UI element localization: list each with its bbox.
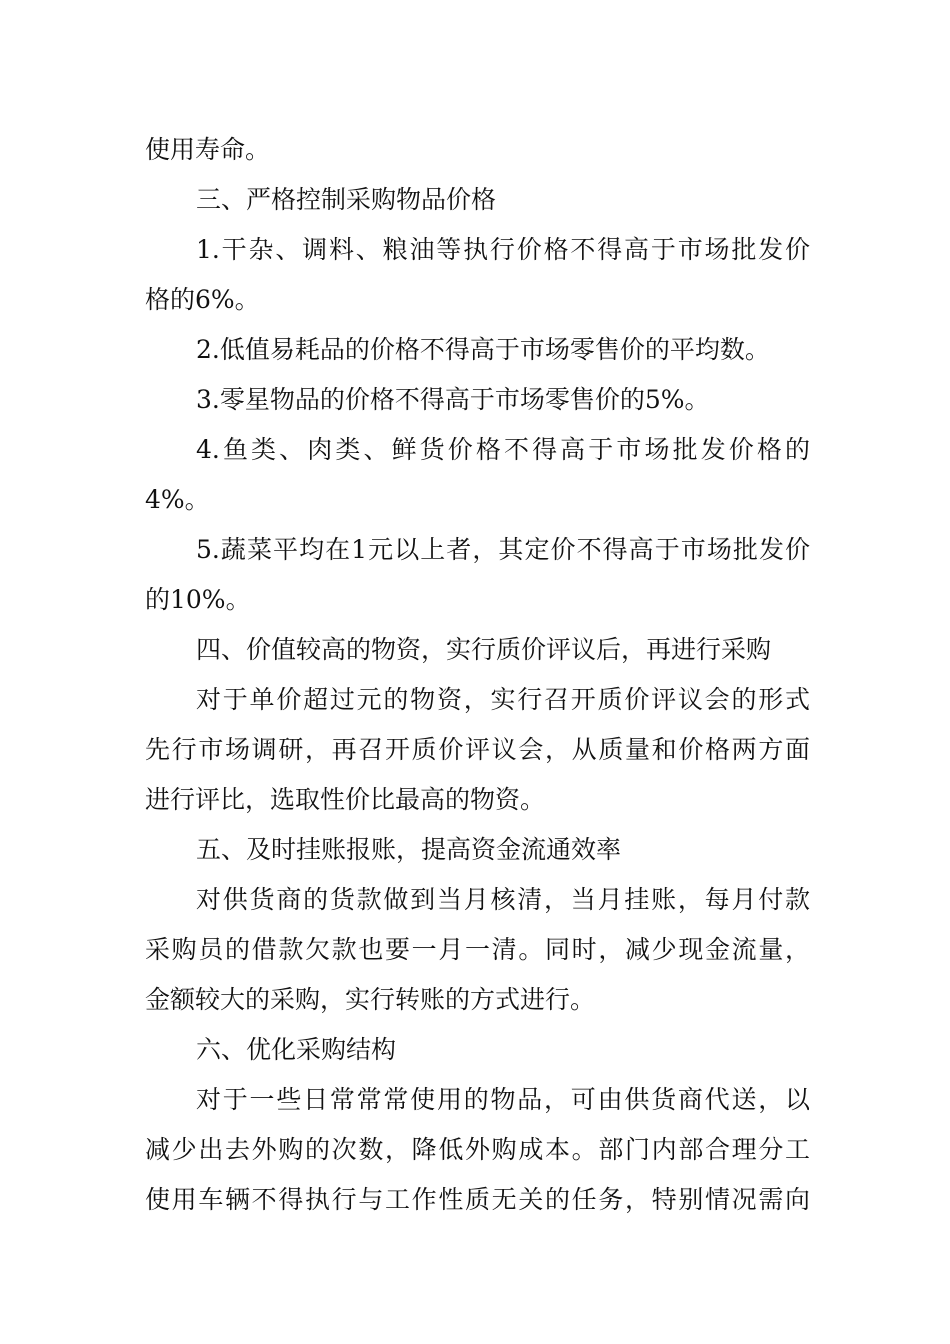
- section-heading: 四、价值较高的物资，实行质价评议后，再进行采购: [196, 635, 772, 664]
- text-line: 3.零星物品的价格不得高于市场零售价的5%。: [196, 385, 710, 414]
- text-line: 减少出去外购的次数，降低外购成本。部门内部合理分工: [145, 1135, 810, 1164]
- section-heading: 三、严格控制采购物品价格: [196, 185, 497, 214]
- text-line: 5.蔬菜平均在1元以上者，其定价不得高于市场批发价: [196, 535, 810, 564]
- text-line: 进行评比，选取性价比最高的物资。: [145, 785, 546, 814]
- text-line: 先行市场调研，再召开质价评议会，从质量和价格两方面: [145, 735, 810, 764]
- text-line: 使用车辆不得执行与工作性质无关的任务，特别情况需向: [145, 1185, 810, 1214]
- text-line: 使用寿命。: [145, 135, 271, 164]
- text-line: 1.干杂、调料、粮油等执行价格不得高于市场批发价: [196, 235, 810, 264]
- text-line: 2.低值易耗品的价格不得高于市场零售价的平均数。: [196, 335, 770, 364]
- text-line: 的10%。: [145, 585, 251, 614]
- section-heading: 六、优化采购结构: [196, 1035, 397, 1064]
- text-line: 格的6%。: [145, 285, 260, 314]
- text-line: 对于单价超过元的物资，实行召开质价评议会的形式: [196, 685, 810, 714]
- section-heading: 五、及时挂账报账，提高资金流通效率: [196, 835, 622, 864]
- text-line: 金额较大的采购，实行转账的方式进行。: [145, 985, 596, 1014]
- text-line: 对于一些日常常常使用的物品，可由供货商代送，以: [196, 1085, 810, 1114]
- text-line: 采购员的借款欠款也要一月一清。同时，减少现金流量，: [145, 935, 810, 964]
- text-line: 对供货商的货款做到当月核清，当月挂账，每月付款: [196, 885, 810, 914]
- text-line: 4%。: [145, 485, 210, 514]
- text-line: 4.鱼类、肉类、鲜货价格不得高于市场批发价格的: [196, 435, 810, 464]
